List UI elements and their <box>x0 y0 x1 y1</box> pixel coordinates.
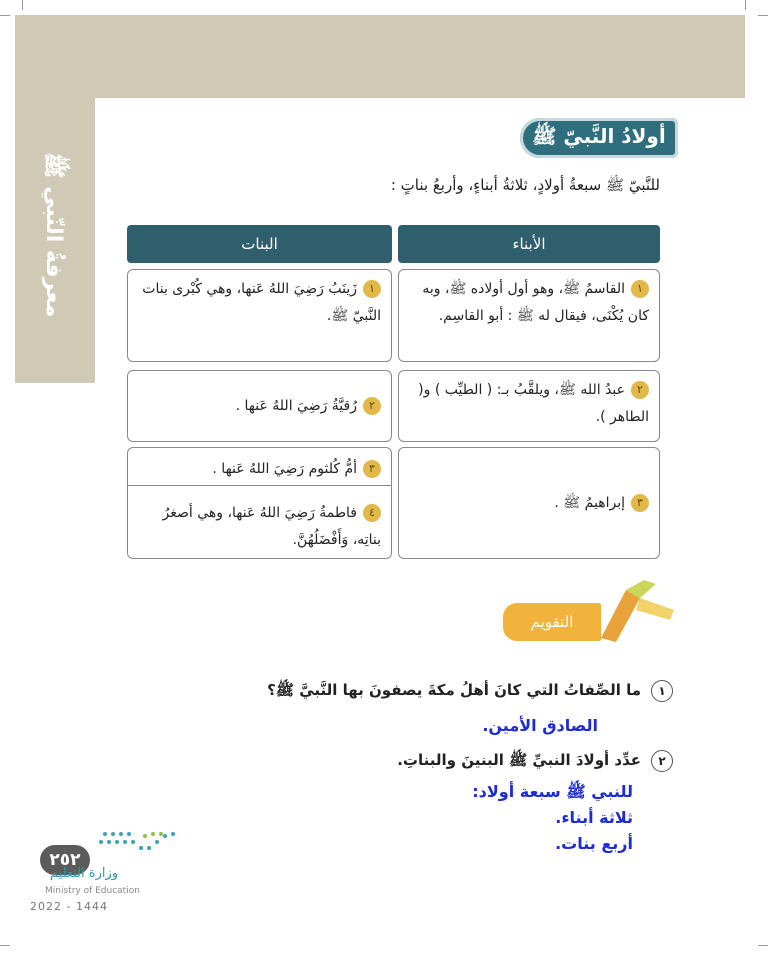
question-number: ١ <box>651 680 673 702</box>
number-badge: ١ <box>363 280 381 298</box>
daughter-text: زَينَبُ رَضِيَ اللهُ عَنها، وهي كُبْرى بنات النَّبيّ ﷺ. <box>142 281 381 324</box>
intro-text: للنَّبيّ ﷺ سبعةُ أولادٍ، ثلاثةُ أبناءٍ، وأربعُ بناتٍ : <box>390 176 660 194</box>
daughter-subcell <box>128 448 391 486</box>
question-number: ٢ <box>651 750 673 772</box>
crop-mark <box>758 15 768 16</box>
son-text: عبدُ الله ﷺ، ويلقَّبُ بـ: ( الطيِّب ) و( الطاهر ). <box>418 382 649 425</box>
crop-mark <box>22 0 23 10</box>
son-text: القاسمُ ﷺ، وهو أول أولاده ﷺ، وبه كان يُكْنَى، فيقال له ﷺ : أبو القاسِم. <box>422 281 649 324</box>
evaluation-tag: التقويم <box>503 603 601 641</box>
side-title: معرفةُ النّبي ﷺ <box>41 152 66 318</box>
table-header-daughters: البنات <box>127 225 392 263</box>
header-band <box>15 15 745 98</box>
section-title: أولادُ النَّبيّ ﷺ <box>520 118 678 158</box>
answer-2-line-2: ثلاثة أبناء. <box>555 808 633 827</box>
daughter-text: أمُّ كُلثوم رَضِيَ اللهُ عَنها . <box>212 461 357 477</box>
number-badge: ٢ <box>631 381 649 399</box>
answer-2-line-3: أربع بنات. <box>555 834 633 853</box>
son-cell <box>398 269 660 362</box>
daughter-cell <box>127 269 392 362</box>
daughter-cell <box>127 447 392 559</box>
son-cell <box>398 370 660 442</box>
daughter-text: فاطمةُ رَضِيَ اللهُ عَنها، وهي أصغرُ بناتِه، وَأَفْضَلُهُنَّ. <box>162 505 381 548</box>
ministry-name-en: Ministry of Education <box>45 886 140 896</box>
crop-mark <box>758 945 768 946</box>
question-2 <box>397 750 673 773</box>
crop-mark <box>745 0 746 10</box>
pen-icon <box>596 580 676 642</box>
crop-mark <box>0 945 10 946</box>
question-text: عدِّد أولادَ النبيِّ ﷺ البنينَ والبناتِ. <box>397 751 641 769</box>
number-badge: ١ <box>631 280 649 298</box>
crop-mark <box>0 15 10 16</box>
son-text: إبراهيمُ ﷺ . <box>554 494 625 511</box>
daughter-text: رُقيَّةُ رَضِيَ اللهُ عَنها . <box>235 397 357 414</box>
number-badge: ٣ <box>363 460 381 478</box>
year-label: 2022 - 1444 <box>30 900 108 913</box>
number-badge: ٤ <box>363 504 381 522</box>
ministry-name-ar: وزارة التعليم <box>50 866 119 881</box>
son-cell <box>398 447 660 559</box>
question-1 <box>267 680 673 703</box>
answer-1: الصادق الأمين. <box>482 716 598 735</box>
page-number: ٢٥٢ <box>40 845 90 875</box>
number-badge: ٢ <box>363 397 381 415</box>
daughter-subcell <box>128 486 391 567</box>
table-header-sons: الأبناء <box>398 225 660 263</box>
question-text: ما الصِّفاتُ التي كانَ أهلُ مكةَ يصفونَ بها النَّبيَّ ﷺ؟ <box>267 681 641 699</box>
answer-2-line-1: للنبي ﷺ سبعة أولاد: <box>472 782 633 801</box>
daughter-cell <box>127 370 392 442</box>
number-badge: ٣ <box>631 494 649 512</box>
